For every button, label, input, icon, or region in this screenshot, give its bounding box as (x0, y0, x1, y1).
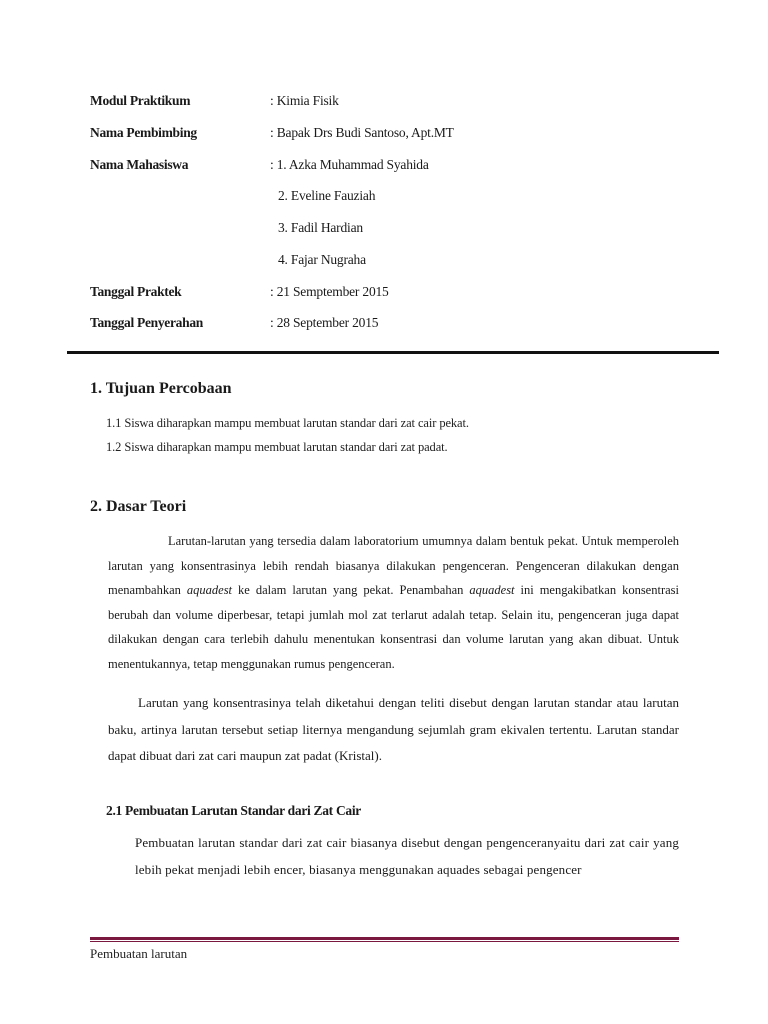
theory-p1-part1: Larutan-larutan yang tersedia dalam laboratorium umumnya dalam bentuk pekat. Untuk memperoleh larutan yang konsentrasinya lebih rendah biasanya dilakukan pengenceran. Pengenceran dilakukan dengan menambahkan (108, 534, 679, 598)
value-mahasiswa-2: 2. Eveline Fauziah (278, 188, 376, 203)
value-mahasiswa-1: : 1. Azka Muhammad Syahida (270, 157, 429, 172)
theory-paragraph-1 (108, 529, 679, 677)
section-1-title: 1. Tujuan Percobaan (90, 380, 232, 397)
header-divider (67, 351, 719, 354)
label-tanggal-praktek: Tanggal Praktek (90, 284, 182, 299)
section-2-title: 2. Dasar Teori (90, 498, 187, 515)
footer-rule-thin (90, 941, 679, 942)
theory-p1-part3: ini mengakibatkan konsentrasi berubah dan volume diperbesar, tetapi jumlah mol zat terlarut adalah tetap. Selain itu, pengenceran juga dapat dilakukan dengan cara terlebih dahulu menentukan konsentrasi dan volume larutan yang akan dibuat. Untuk menentukannya, tetap menggunakan rumus pengenceran. (108, 583, 680, 671)
value-tanggal-penyerahan: : 28 September 2015 (270, 315, 379, 330)
theory-p1-italic-aquadest-1: aquadest (186, 583, 233, 598)
subsection-2-1-paragraph (135, 830, 679, 883)
theory-p1-italic-aquadest-2: aquadest (469, 583, 515, 598)
theory-paragraph-2 (108, 690, 679, 770)
theory-p1-part2: ke dalam larutan yang pekat. Penambahan (232, 583, 470, 598)
footer-rule-thick (90, 937, 679, 940)
value-nama-pembimbing: : Bapak Drs Budi Santoso, Apt.MT (270, 125, 454, 140)
subsection-2-1-title: 2.1 Pembuatan Larutan Standar dari Zat Cair (106, 803, 361, 818)
subsection-2-1-text: Pembuatan larutan standar dari zat cair biasanya disebut dengan pengenceranyaitu dari zat cair yang lebih pekat menjadi lebih encer, biasanya menggunakan aquades sebagai pengencer (135, 835, 679, 877)
theory-p2-text: Larutan yang konsentrasinya telah diketahui dengan teliti disebut dengan larutan standar atau larutan baku, artinya larutan tersebut setiap liternya mengandung sejumlah gram ekivalen tertentu. Larutan standar dapat dibuat dari zat cari maupun zat padat (Kristal). (108, 695, 679, 764)
footer-text: Pembuatan larutan (90, 946, 188, 961)
value-mahasiswa-3: 3. Fadil Hardian (278, 220, 363, 235)
value-mahasiswa-4: 4. Fajar Nugraha (278, 252, 366, 267)
value-tanggal-praktek: : 21 Semptember 2015 (270, 284, 389, 299)
objective-1-2: 1.2 Siswa diharapkan mampu membuat larutan standar dari zat padat. (106, 440, 448, 454)
objective-1-1: 1.1 Siswa diharapkan mampu membuat larutan standar dari zat cair pekat. (106, 416, 469, 430)
label-modul-praktikum: Modul Praktikum (90, 93, 191, 108)
label-nama-mahasiswa: Nama Mahasiswa (90, 157, 189, 172)
value-modul-praktikum: : Kimia Fisik (270, 93, 339, 108)
label-tanggal-penyerahan: Tanggal Penyerahan (90, 315, 203, 330)
label-nama-pembimbing: Nama Pembimbing (90, 125, 197, 140)
